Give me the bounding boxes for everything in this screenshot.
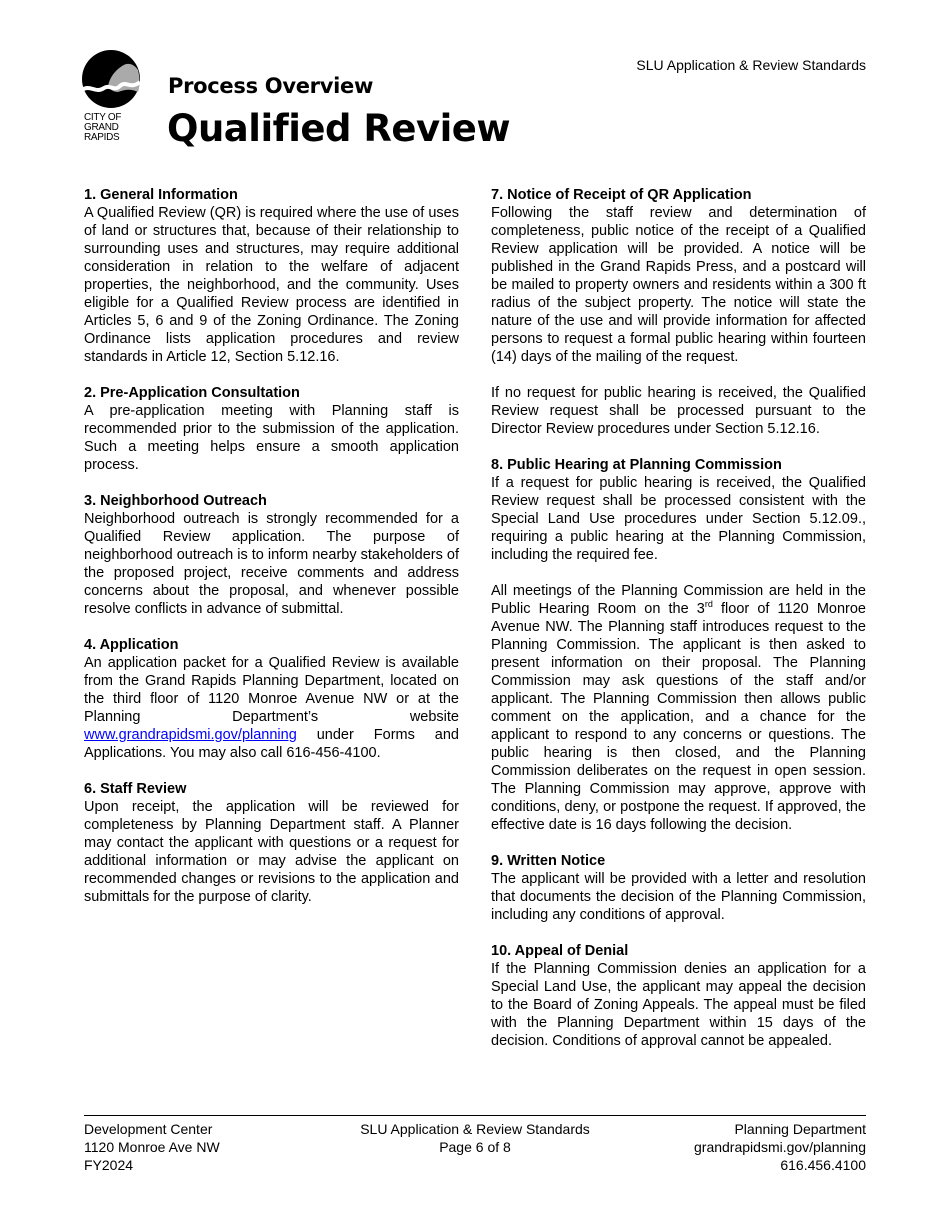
section-text: A pre-application meeting with Planning staff is recommended prior to the submission of the application. Such a meeting helps ensure a smooth application process.: [84, 403, 459, 473]
page-subtitle: Process Overview: [168, 74, 374, 98]
section-text: [84, 654, 459, 762]
footer-line: Development Center: [84, 1121, 213, 1137]
footer-line: 616.456.4100: [780, 1157, 866, 1173]
footer-line: grandrapidsmi.gov/planning: [694, 1139, 866, 1155]
section-heading: 7. Notice of Receipt of QR Application: [491, 187, 752, 203]
city-logo: [80, 48, 142, 142]
section-text: If the Planning Commission denies an application for a Special Land Use, the applicant may appeal the decision to the Board of Zoning Appeals. The appeal must be filed with the Planning Department within 15 days of the decision. Conditions of approval cannot be appealed.: [491, 961, 866, 1049]
section-application: [84, 636, 459, 762]
footer-right: [694, 1120, 866, 1174]
section-general-information: [84, 186, 459, 366]
page-number: Page 6 of 8: [439, 1139, 511, 1155]
section-text: Following the staff review and determination of completeness, public notice of the receipt of a Qualified Review application will be provided. A notice will be published in the Grand Rapids Press, and a postcard will be mailed to property owners and residents within a 300 ft radius of the subject property. The notice will state the nature of the use and will provide information for affected persons to request a formal public hearing within fourteen (14) days of the mailing of the request.: [491, 205, 866, 365]
section-public-hearing: [491, 456, 866, 834]
section-heading: 8. Public Hearing at Planning Commission: [491, 457, 782, 473]
section-text: Neighborhood outreach is strongly recommended for a Qualified Review application. The purpose of neighborhood outreach is to inform nearby stakeholders of the proposed project, receive comments and address concerns about the proposal, and whenever possible resolve conflicts in advance of submittal.: [84, 511, 459, 617]
section-pre-application: [84, 384, 459, 474]
section-heading: 6. Staff Review: [84, 781, 187, 797]
section-text: Upon receipt, the application will be reviewed for completeness by Planning Department staff. A Planner may contact the applicant with questions or a request for additional information or may advise the applicant on recommended changes or revisions to the application and submittals for the purpose of clarity.: [84, 799, 459, 905]
section-notice-of-receipt: [491, 186, 866, 438]
footer-line: 1120 Monroe Ave NW: [84, 1139, 220, 1155]
section-neighborhood-outreach: [84, 492, 459, 618]
footer-divider: [84, 1115, 866, 1116]
section-heading: 3. Neighborhood Outreach: [84, 493, 267, 509]
section-text: If no request for public hearing is received, the Qualified Review request shall be processed pursuant to the Director Review procedures under Section 5.12.16.: [491, 385, 866, 437]
superscript: rd: [704, 599, 713, 609]
text: under Forms and Applications. You may also call 616-456-4100.: [84, 727, 459, 761]
section-heading: 2. Pre-Application Consultation: [84, 385, 300, 401]
footer-line: SLU Application & Review Standards: [360, 1121, 590, 1137]
logo-emblem-icon: [80, 48, 142, 110]
section-text: The applicant will be provided with a letter and resolution that documents the decision of the Planning Commission, including any conditions of approval.: [491, 871, 866, 923]
document-title: SLU Application & Review Standards: [636, 57, 866, 73]
footer-line: FY2024: [84, 1157, 134, 1173]
section-text: [491, 582, 866, 834]
text: floor of 1120 Monroe Avenue NW. The Planning staff introduces request to the Planning Commission. The applicant is then asked to present information on their proposal. The Planning Commission may ask questions of the staff and/or applicant. The Planning Commission then allows public comment on the application, and a chance for the applicant to respond to any concerns or questions. The public hearing is then closed, and the Planning Commission deliberates on the request in open session. The Planning Commission may approve, approve with conditions, deny, or postpone the request. If approved, the effective date is 16 days following the decision.: [491, 601, 866, 833]
section-text: A Qualified Review (QR) is required where the use of uses of land or structures that, because of their relationship to surrounding uses and structures, may require additional consideration in relation to the welfare of adjacent properties, the neighborhood, and the community. Uses eligible for a Qualified Review process are identified in Articles 5, 6 and 9 of the Zoning Ordinance. The Zoning Ordinance lists application procedures and review standards in Article 12, Section 5.12.16.: [84, 205, 459, 365]
logo-text-line: GRAND: [84, 121, 119, 133]
right-column: [491, 186, 866, 1068]
text: An application packet for a Qualified Review is available from the Grand Rapids Planning Department, located on the third floor of 1120 Monroe Avenue NW or at the Planning Department’s website: [84, 655, 459, 725]
planning-website-link[interactable]: www.grandrapidsmi.gov/planning: [84, 727, 297, 743]
section-text: If a request for public hearing is received, the Qualified Review request shall be processed consistent with the Special Land Use procedures under Section 5.12.09., requiring a public hearing at the Planning Commission, including the required fee.: [491, 475, 866, 563]
logo-text-line: CITY OF: [84, 111, 122, 123]
section-heading: 4. Application: [84, 637, 179, 653]
section-heading: 10. Appeal of Denial: [491, 943, 629, 959]
section-heading: 9. Written Notice: [491, 853, 606, 869]
left-column: [84, 186, 459, 924]
text: All meetings of the Planning Commission are held in the Public Hearing Room on the 3: [491, 583, 866, 617]
section-staff-review: [84, 780, 459, 906]
section-appeal-of-denial: [491, 942, 866, 1050]
logo-text-line: RAPIDS: [84, 131, 120, 143]
section-written-notice: [491, 852, 866, 924]
footer-line: Planning Department: [734, 1121, 866, 1137]
section-heading: 1. General Information: [84, 187, 238, 203]
page-title: Qualified Review: [167, 107, 511, 150]
